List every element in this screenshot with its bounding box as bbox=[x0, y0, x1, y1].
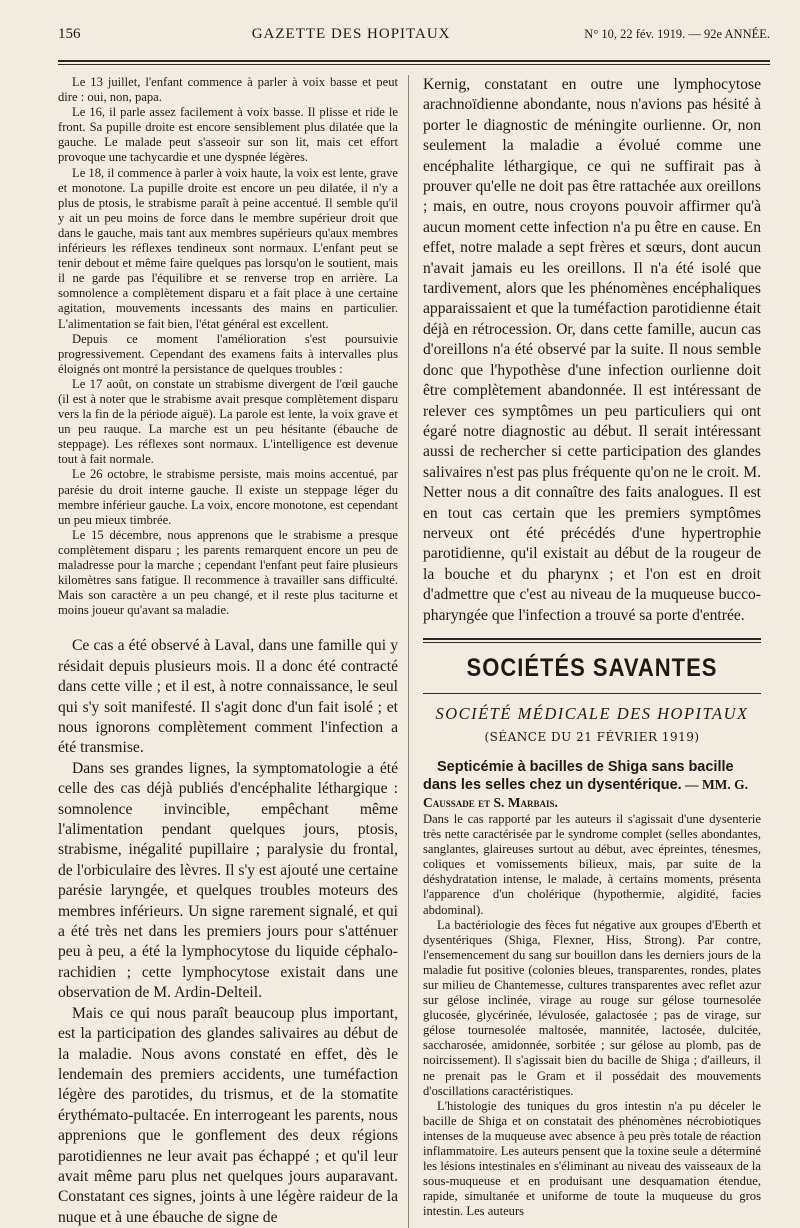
paragraph: Le 15 décembre, nous apprenons que le strabisme a presque complètement disparu ; les parents remarquent encore un peu de maladresse pour la marche ; cependant l'enfant peut faire plusieurs kilomètres sans fatigue. Il recommence à travailler sans difficulté. Mais son caractère a un peu changé, et il reste plus taciturne et moins joueur qu'avant sa maladie. bbox=[58, 527, 398, 618]
paragraph: Dans ses grandes lignes, la symptomatologie a été celle des cas déjà publiés d'encéphalite léthargique : somnolence invincible, empêchant même l'alimentation pendant quelques jours, ptosis, strabisme, inégalité pupillaire ; paralysie du frontal, de l'orbiculaire des lèvres. Il s'y est ajouté une certaine parésie laryngée, et quelques troubles moteurs des membres inférieurs. Un signe rarement signalé, et qui a été très net dans les premiers jours pour s'atténuer peu à peu, a été la lymphocytose du liquide céphalo-rachidien ; cette lymphocytose existait dans une observation de M. Ardin-Delteil. bbox=[58, 759, 398, 1002]
paragraph: Le 13 juillet, l'enfant commence à parler à voix basse et peut dire : oui, non, papa. bbox=[58, 75, 398, 105]
article-authors: — MM. G. Caussade et S. Marbais. bbox=[423, 776, 749, 810]
paragraph: Kernig, constatant en outre une lymphocytose arachnoïdienne abondante, nous n'avions pas hésité à porter le diagnostic de méningite ourlienne. Or, non seulement la maladie a évolué comme une encéphalite léthargique, ce qui ne suffirait pas à prouver qu'elle ne doit pas être rattachée aux oreillons ; mais, en outre, nous croyons pouvoir affirmer qu'à aucun moment cette infection n'a pu être en cause. En effet, notre malade a sept frères et sœurs, dont aucun n'avait jamais eu les oreillons. Il n'a été isolé que tardivement, alors que les phénomènes encéphaliques apparaissaient et que la tuméfaction parotidienne était déjà en rétrocession. Or, dans cette famille, aucun cas d'oreillons n'a été observé par la suite. Il nous semble donc que l'hypothèse d'une infection ourlienne doit être complètement abandonnée. Il est intéressant de relever ces symptômes un peu particuliers qui ont égaré notre diagnostic au début. Il serait intéressant aussi de rechercher si cette participation des glandes salivaires n'est pas plus fréquente qu'on ne le croit. M. Netter nous a dit connaître des faits analogues. Il est en tout cas certain que les premiers symptômes nerveux ont été précédés d'une hypertrophie parotidienne, qu'il existait au début de la rougeur de la bouche et du pharynx ; et l'on est en droit d'admettre que c'est au niveau de la muqueuse bucco-pharyngée que l'infection a trouvé sa porte d'entrée. bbox=[423, 76, 761, 624]
seance-date: (SÉANCE DU 21 FÉVRIER 1919) bbox=[484, 729, 700, 744]
paragraph: L'histologie des tuniques du gros intestin n'a pu déceler le bacille de Shiga et on constatait des phénomènes nécrobiotiques intenses de la muqueuse avec absence à peu près totale de réaction inflammatoire. Les auteurs pensent que la toxine seule a déterminé les lésions intestinales en s'éliminant au niveau des vaisseaux de la sous-muqueuse et en produisant une desquamation étendue, rapide, simultanée et uniforme de toute la muqueuse du gros intestin. Les auteurs bbox=[423, 1098, 761, 1219]
page-number: 156 bbox=[58, 26, 81, 42]
left-column bbox=[58, 75, 409, 1228]
society-title: SOCIÉTÉ MÉDICALE DES HOPITAUX bbox=[435, 703, 749, 723]
paragraph: Le 26 octobre, le strabisme persiste, mais moins accentué, par parésie du droit interne gauche. Il existe un steppage léger du membre inférieur gauche. La voix, encore monotone, est cependant un peu mieux timbrée. bbox=[58, 467, 398, 527]
paragraph: Mais ce qui nous paraît beaucoup plus important, est la participation des glandes salivaires au début de la maladie. Nous avons constaté en effet, dès le lendemain des premiers accidents, une tuméfaction légère des parotides, du trismus, et de la stomatite érythémato-pultacée. En interrogeant les parents, nous apprenions que le gonflement des deux régions parotidiennes ne leur avait pas échappé ; et qu'il leur avait même paru plus net quelques jours auparavant. Constatant ces signes, joints à une légère raideur de la nuque et à une ébauche de signe de bbox=[58, 1004, 398, 1226]
paragraph: La bactériologie des fèces fut négative aux groupes d'Eberth et dysentériques (Shiga, Flexner, Hiss, Strong). Par contre, l'ensemencement du sang sur bouillon dans les derniers jours de la maladie fut positive (colonies bleues, transparentes, rondes, plates sur milieu de Chantemesse, cultures transparentes avec reflet azur sur gélose inclinée, virage au rouge sur gélose tournesolée glucosée, glycérinée, lévulosée, galactosée ; pas de virage, sur gélose tournesolée maltosée, mannitée, lactosée, dulcitée, saccharosée, amidonnée, sorbitée ; sur gélose au plomb, pas de noircissement). Il s'agissait bien du bacille de Shiga ; d'ailleurs, il ne prenait pas le Gram et il possédait des mouvements d'oscillations caractéristiques. bbox=[423, 917, 761, 1098]
section-underline bbox=[423, 693, 761, 694]
journal-title: GAZETTE DES HOPITAUX bbox=[251, 26, 451, 42]
paragraph: Le 18, il commence à parler à voix haute, la voix est lente, grave et monotone. La pupille droite est encore un peu dilatée, il n'y a plus de ptosis, le strabisme paraît à peine accentué. Il semble qu'il y ait un peu moins de force dans le membre supérieur droit que dans le gauche, mais tant aux membres supérieurs qu'aux membres inférieurs les réflexes tendineux sont normaux. L'enfant peut se tenir debout et même faire quelques pas lorsqu'on le soutient, mais il ne garde pas l'équilibre et se renverse trop en arrière. La somnolence a complètement disparu et a fait place à une certaine agitation, mouvements incessants des mains en particulier. L'alimentation se fait bien, l'état général est excellent. bbox=[58, 165, 398, 331]
observation-notes bbox=[58, 75, 398, 618]
header-rule bbox=[58, 60, 770, 62]
paragraph: Le 17 août, on constate un strabisme divergent de l'œil gauche (il est à noter que le strabisme avait presque complètement disparu vers la fin de la période aiguë). La parole est lente, la voix grave et un peu rauque. La marche est un peu hésitante (ébauche de steppage). Les réflexes sont normaux. L'intelligence est devenue tout à fait normale. bbox=[58, 376, 398, 467]
header-rule-thin bbox=[58, 64, 770, 65]
paragraph: Depuis ce moment l'amélioration s'est poursuivie progressivement. Cependant des examens faits à intervalles plus éloignés ont montré la persistance de quelques troubles : bbox=[58, 331, 398, 376]
discussion-continued bbox=[423, 75, 761, 626]
paragraph: Dans le cas rapporté par les auteurs il s'agissait d'une dysenterie très nette caractérisée par le syndrome complet (selles abondantes, sanglantes, glaireuses surtout au début, avec épreintes, ténesmes, coliques et vomissements bilieux, mais, par suite de la déshydratation intense, le malade, à certains moments, présenta l'apparence d'un cholérique (hypothermie, algidité, facies abdominal). bbox=[423, 811, 761, 917]
issue-info: N° 10, 22 fév. 1919. — 92e ANNÉE. bbox=[584, 27, 770, 41]
discussion bbox=[58, 636, 398, 1228]
section-rule bbox=[423, 638, 761, 640]
columns bbox=[58, 75, 770, 1228]
right-column bbox=[423, 75, 761, 1228]
paragraph: Le 16, il parle assez facilement à voix basse. Il plisse et ride le front. Sa pupille droite est encore sensiblement plus dilatée que la gauche. Le malade peut s'asseoir sur son lit, mais cet effort provoque une tachycardie et une dyspnée légères. bbox=[58, 105, 398, 165]
spacer bbox=[58, 618, 398, 636]
page-header bbox=[58, 26, 770, 54]
article-title-text: Septicémie à bacilles de Shiga sans bacille dans les selles chez un dysentérique. bbox=[423, 758, 734, 793]
article-body bbox=[423, 812, 761, 1220]
section-rule-thin bbox=[423, 642, 761, 643]
paragraph: Ce cas a été observé à Laval, dans une famille qui y résidait depuis plusieurs mois. Il a donc été contracté dans cette ville ; et il est, à notre connaissance, le seul qui s'y soit manifesté. Il s'agit donc d'un fait isolé ; et nous ignorons complètement comment l'infection a été transmise. bbox=[58, 637, 398, 757]
section-heading: SOCIÉTÉS SAVANTES bbox=[466, 653, 718, 682]
article-title bbox=[423, 758, 761, 812]
